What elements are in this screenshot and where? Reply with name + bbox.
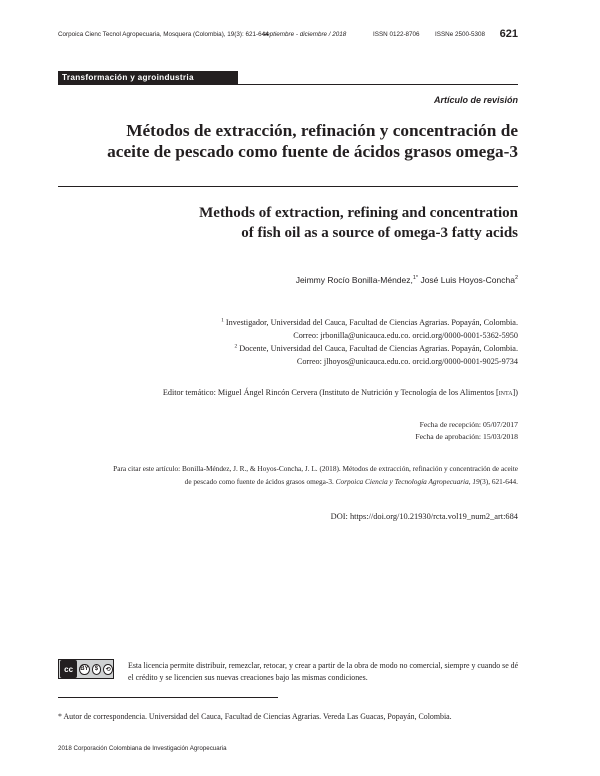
page-number: 621: [499, 28, 518, 40]
citation-line2: de pescado como fuente de ácidos grasos omega-3.: [184, 476, 334, 486]
section-label: Transformación y agroindustria: [58, 71, 238, 84]
affiliation-1-line2: Correo: jrbonilla@unicauca.edu.co. orcid.org/0000-0001-5362-5950: [293, 330, 518, 340]
by-icon: BY: [79, 664, 89, 675]
title-english: [88, 203, 518, 243]
running-header: [58, 28, 518, 42]
topic-editor: [163, 388, 518, 397]
article-type: Artículo de revisión: [433, 95, 518, 105]
affiliation-2-line1: Docente, Universidad del Cauca, Facultad de Ciencias Agrarias. Popayán, Colombia.: [239, 344, 518, 353]
author-2: José Luis Hoyos-Concha: [420, 275, 515, 285]
title-spanish-line2: aceite de pescado como fuente de ácidos grasos omega-3: [107, 142, 518, 161]
author-list: [296, 275, 518, 285]
editor-close: ]): [512, 388, 518, 397]
cc-icon: cc: [60, 660, 77, 678]
corresponding-author-note: * Autor de correspondencia. Universidad del Cauca, Facultad de Ciencias Agrarias. Vereda Las Guacas, Popayán, Colombia.: [58, 712, 452, 721]
affiliation-2-mark: 2: [234, 343, 238, 350]
editor-text: Editor temático: Miguel Ángel Rincón Cervera (Instituto de Nutrición y Tecnología de los Alimentos [: [162, 388, 499, 397]
affiliation-2-line2: Correo: jlhoyos@unicauca.edu.co. orcid.org/0000-0001-9025-9734: [296, 356, 518, 366]
citation-block: [58, 463, 518, 488]
title-divider: [58, 186, 518, 187]
footnote-divider: [58, 697, 278, 698]
cc-license-badge[interactable]: [58, 659, 114, 679]
title-spanish: [58, 120, 518, 162]
citation-journal: Corpoica Ciencia y Tecnología Agropecuaria, 19: [335, 476, 480, 486]
license-text: Esta licencia permite distribuir, remezclar, retocar, y crear a partir de la obra de modo no comercial, siempre y cuando se dé el crédito y se licencien sus nuevas creaciones bajo las mismas condiciones.: [128, 661, 519, 682]
affiliation-2: [98, 343, 518, 368]
nc-icon: $: [92, 664, 102, 675]
affiliation-1: [98, 317, 518, 342]
author-1-marks: 1*: [412, 275, 419, 282]
date-received: Fecha de recepción: 05/07/2017: [419, 420, 518, 429]
header-period: septiembre - diciembre / 2018: [263, 31, 347, 38]
affiliation-1-line1: Investigador, Universidad del Cauca, Facultad de Ciencias Agrarias. Popayán, Colombia.: [225, 318, 518, 327]
citation-line1: Para citar este artículo: Bonilla-Méndez, J. R., & Hoyos-Concha, J. L. (2018). Métodos de extracción, refinación y concentración de aceite: [113, 464, 518, 473]
doi-link[interactable]: DOI: https://doi.org/10.21930/rcta.vol19_num2_art:684: [330, 512, 518, 521]
header-issn: ISSN 0122-8706: [373, 31, 420, 38]
title-spanish-line1: Métodos de extracción, refinación y concentración de: [126, 121, 518, 140]
copyright-line: 2018 Corporación Colombiana de Investigación Agropecuaria: [58, 745, 227, 752]
header-eissn: ISSNe 2500-5308: [435, 31, 486, 38]
section-divider: [58, 84, 518, 85]
affiliation-1-mark: 1: [221, 317, 224, 324]
title-english-line2: of fish oil as a source of omega-3 fatty acids: [241, 225, 518, 241]
editor-acronym: inta: [498, 388, 513, 397]
author-1: Jeimmy Rocío Bonilla-Méndez,: [295, 275, 413, 285]
dates-block: [415, 419, 518, 443]
sa-icon: ⟲: [103, 664, 113, 675]
date-approved: Fecha de aprobación: 15/03/2018: [415, 432, 518, 441]
title-english-line1: Methods of extraction, refining and concentration: [199, 205, 518, 221]
author-2-marks: 2: [514, 275, 518, 282]
citation-issue: (3), 621-644.: [479, 476, 518, 486]
header-journal: Corpoica Cienc Tecnol Agropecuaria, Mosquera (Colombia), 19(3): 621-644: [58, 31, 269, 38]
